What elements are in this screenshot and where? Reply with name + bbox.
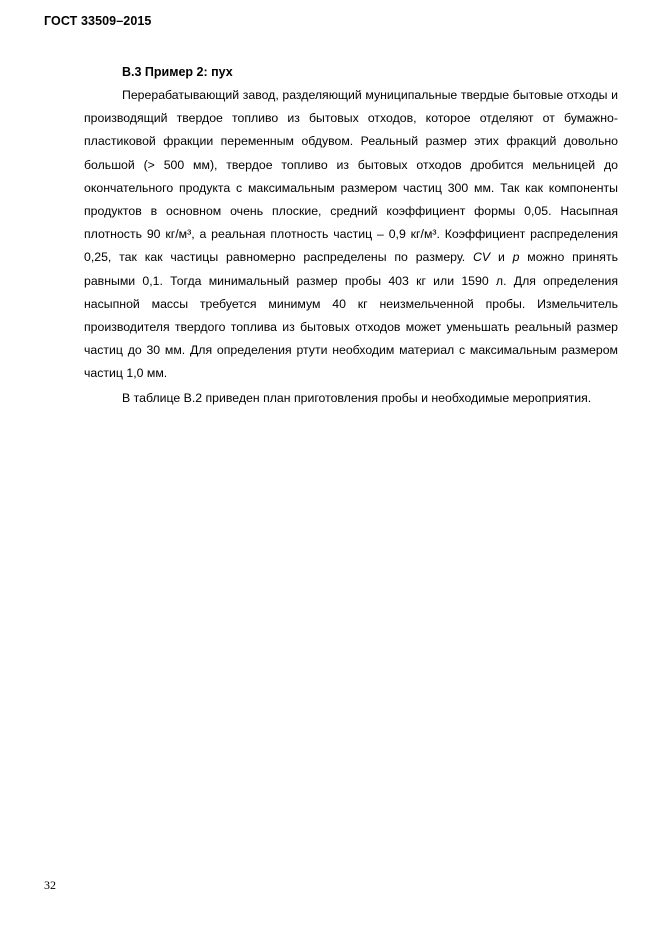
paragraph-text-part2: можно принять равными 0,1. Тогда минимальный размер пробы 403 кг или 1590 л. Для определения насыпной массы требуется минимум 40 кг неизмельченной пробы. Измельчитель производителя твердого топлива из бытовых отходов может уменьшать реальный размер частиц до 30 мм. Для определения ртути необходим материал с максимальным размером частиц 1,0 мм. (84, 250, 618, 381)
conjunction-and: и (490, 250, 513, 265)
paragraph-text-part1: Перерабатывающий завод, разделяющий муниципальные твердые бытовые отходы и производящий твердое топливо из бытовых отходов, которое отделяют от бумажно-пластиковой фракции переменным обдувом. Реальный размер этих фракций довольно большой (> 500 мм), твердое топливо из бытовых отходов дробится мельницей до окончательного продукта с максимальным размером частиц 300 мм. Так как компоненты продуктов в основном очень плоские, средний коэффициент формы 0,05. Насыпная плотность 90 кг/м³, а реальная плотность частиц – 0,9 кг/м³. Коэффициент распределения 0,25, так как частицы равномерно распределены по размеру. (84, 88, 618, 265)
main-content (84, 63, 618, 406)
paragraph-example-description (84, 84, 618, 386)
page-number: 32 (44, 878, 56, 892)
document-header-code: ГОСТ 33509–2015 (44, 14, 152, 28)
variable-p: p (512, 250, 520, 265)
variable-cv: CV (473, 250, 491, 265)
section-heading: В.3 Пример 2: пух (122, 65, 233, 79)
paragraph-table-reference: В таблице В.2 приведен план приготовления пробы и необходимые мероприятия. (122, 390, 592, 405)
